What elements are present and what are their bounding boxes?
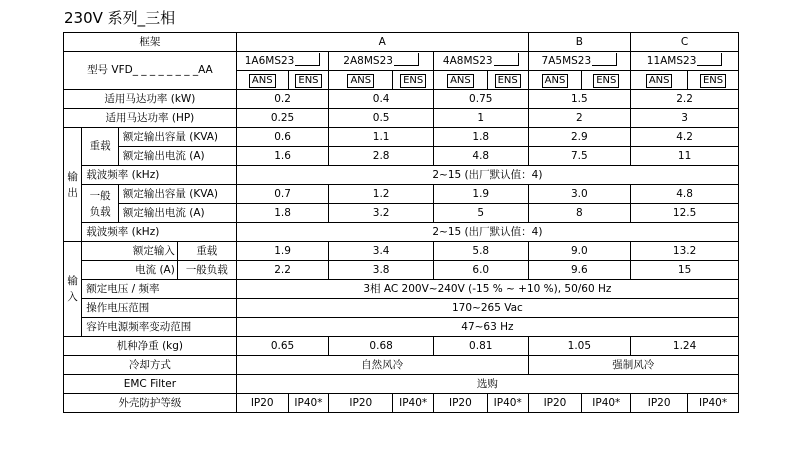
motor-kw-2: 0.4 [329,90,434,109]
input-freq-range-row [64,318,739,337]
ans-1: ANS [236,71,288,90]
model-code-1: 1A6MS23 [236,52,328,71]
input-normal-5: 15 [631,261,739,280]
enclosure-ip40-1: IP40* [288,394,329,413]
input-op-range-row [64,299,739,318]
output-normal-amp-row [64,204,739,223]
input-freq-range-value: 47~63 Hz [236,318,738,337]
enclosure-ip20-3: IP20 [433,394,487,413]
output-normal-kva-3: 1.9 [433,185,528,204]
output-heavy-amp-3: 4.8 [433,147,528,166]
input-normal-4: 9.6 [528,261,631,280]
motor-hp-4: 2 [528,109,631,128]
frame-c: C [631,33,739,52]
input-heavy-5: 13.2 [631,242,739,261]
output-normal-label: 一般 负载 [82,185,119,223]
cooling-forced: 强制风冷 [528,356,738,375]
motor-hp-5: 3 [631,109,739,128]
input-label: 输 入 [64,242,82,337]
cooling-row [64,356,739,375]
input-normal-2: 3.8 [329,261,434,280]
input-current-label-top: 额定输入 [82,242,178,261]
model-code-2: 2A8MS23 [329,52,434,71]
output-heavy-carrier-row [64,166,739,185]
motor-hp-1: 0.25 [236,109,328,128]
model-label: 型号 VFD_ _ _ _ _ _ _ _AA [64,52,237,90]
output-normal-kva-2: 1.2 [329,185,434,204]
weight-label: 机种净重 (kg) [64,337,237,356]
enclosure-row [64,394,739,413]
input-heavy-label: 重载 [177,242,236,261]
ens-1: ENS [288,71,329,90]
input-voltage-value: 3相 AC 200V~240V (-15 % ~ +10 %), 50/60 Hz [236,280,738,299]
output-heavy-kva-3: 1.8 [433,128,528,147]
ans-5: ANS [631,71,688,90]
output-heavy-amp-row [64,147,739,166]
motor-hp-label: 适用马达功率 (HP) [64,109,237,128]
output-normal-carrier-row [64,223,739,242]
weight-3: 0.81 [433,337,528,356]
output-normal-amp-1: 1.8 [236,204,328,223]
frame-b: B [528,33,631,52]
output-heavy-amp-label: 额定输出电流 (A) [118,147,236,166]
input-heavy-1: 1.9 [236,242,328,261]
motor-hp-3: 1 [433,109,528,128]
motor-kw-3: 0.75 [433,90,528,109]
enclosure-ip40-3: IP40* [487,394,528,413]
cooling-natural: 自然风冷 [236,356,528,375]
weight-row [64,337,739,356]
ens-4: ENS [582,71,631,90]
input-voltage-row [64,280,739,299]
motor-kw-1: 0.2 [236,90,328,109]
output-normal-amp-label: 额定输出电流 (A) [118,204,236,223]
weight-1: 0.65 [236,337,328,356]
input-op-range-value: 170~265 Vac [236,299,738,318]
emc-value: 选购 [236,375,738,394]
ans-3: ANS [433,71,487,90]
weight-4: 1.05 [528,337,631,356]
output-normal-kva-1: 0.7 [236,185,328,204]
emc-row [64,375,739,394]
cooling-label: 冷却方式 [64,356,237,375]
input-current-label-bottom: 电流 (A) [82,261,178,280]
frame-a: A [236,33,528,52]
output-heavy-kva-4: 2.9 [528,128,631,147]
output-heavy-amp-2: 2.8 [329,147,434,166]
enclosure-ip20-2: IP20 [329,394,393,413]
enclosure-ip20-4: IP20 [528,394,582,413]
input-op-range-label: 操作电压范围 [82,299,237,318]
input-freq-range-label: 容许电源频率变动范围 [82,318,237,337]
output-heavy-kva-row [64,128,739,147]
motor-hp-row [64,109,739,128]
output-heavy-kva-2: 1.1 [329,128,434,147]
output-heavy-carrier-value: 2~15 (出厂默认值：4) [236,166,738,185]
output-normal-carrier-label: 载波频率 (kHz) [82,223,237,242]
emc-label: EMC Filter [64,375,237,394]
output-normal-carrier-value: 2~15 (出厂默认值：4) [236,223,738,242]
enclosure-ip40-2: IP40* [393,394,434,413]
input-normal-row [64,261,739,280]
output-heavy-label: 重载 [82,128,119,166]
input-heavy-3: 5.8 [433,242,528,261]
input-normal-label: 一般负载 [177,261,236,280]
output-normal-amp-4: 8 [528,204,631,223]
output-normal-kva-label: 额定输出容量 (KVA) [118,185,236,204]
model-code-3: 4A8MS23 [433,52,528,71]
ens-2: ENS [393,71,434,90]
model-code-4: 7A5MS23 [528,52,631,71]
input-heavy-4: 9.0 [528,242,631,261]
enclosure-ip40-5: IP40* [688,394,739,413]
motor-kw-5: 2.2 [631,90,739,109]
frame-label: 框架 [64,33,237,52]
output-heavy-amp-4: 7.5 [528,147,631,166]
ans-2: ANS [329,71,393,90]
output-heavy-amp-1: 1.6 [236,147,328,166]
output-heavy-kva-label: 额定输出容量 (KVA) [118,128,236,147]
weight-5: 1.24 [631,337,739,356]
output-normal-amp-2: 3.2 [329,204,434,223]
output-normal-amp-3: 5 [433,204,528,223]
output-heavy-kva-1: 0.6 [236,128,328,147]
spec-table [63,32,739,413]
input-normal-1: 2.2 [236,261,328,280]
input-heavy-2: 3.4 [329,242,434,261]
page-title: 230V 系列_三相 [64,9,176,27]
input-voltage-label: 额定电压 / 频率 [82,280,237,299]
enclosure-ip40-4: IP40* [582,394,631,413]
motor-hp-2: 0.5 [329,109,434,128]
enclosure-label: 外壳防护等级 [64,394,237,413]
enclosure-ip20-5: IP20 [631,394,688,413]
output-label: 输 出 [64,128,82,242]
output-normal-kva-4: 3.0 [528,185,631,204]
output-normal-kva-row [64,185,739,204]
output-heavy-carrier-label: 载波频率 (kHz) [82,166,237,185]
model-code-5: 11AMS23 [631,52,739,71]
enclosure-ip20-1: IP20 [236,394,288,413]
weight-2: 0.68 [329,337,434,356]
motor-kw-row [64,90,739,109]
ens-5: ENS [688,71,739,90]
motor-kw-label: 适用马达功率 (kW) [64,90,237,109]
output-heavy-kva-5: 4.2 [631,128,739,147]
output-heavy-amp-5: 11 [631,147,739,166]
motor-kw-4: 1.5 [528,90,631,109]
output-normal-amp-5: 12.5 [631,204,739,223]
ens-3: ENS [487,71,528,90]
ans-4: ANS [528,71,582,90]
input-heavy-row [64,242,739,261]
frame-row [64,33,739,52]
input-normal-3: 6.0 [433,261,528,280]
model-row [64,52,739,71]
output-normal-kva-5: 4.8 [631,185,739,204]
